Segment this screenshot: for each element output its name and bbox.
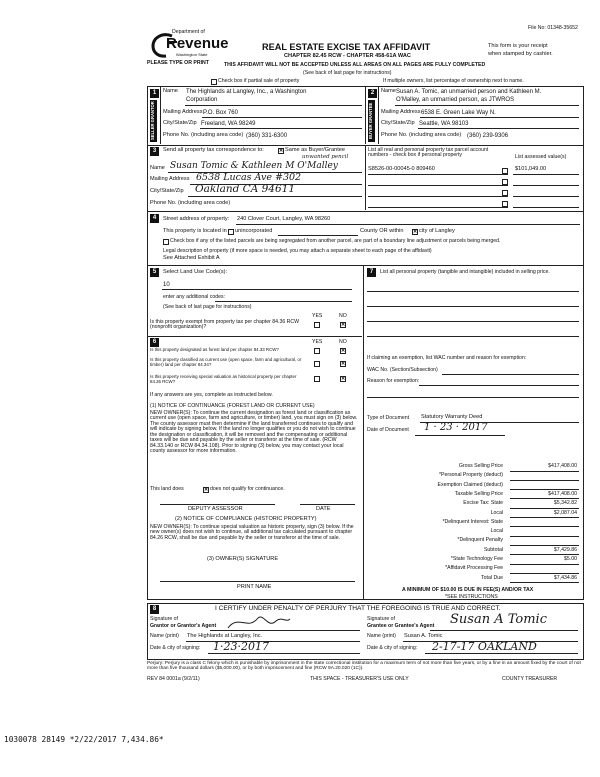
parcel-value: $101,049.00: [515, 166, 547, 172]
land-does-label: This land does: [150, 486, 184, 492]
same-as-buyer-checkbox[interactable]: ✕: [279, 148, 284, 154]
calc-value: $417,408.00: [548, 490, 577, 497]
seller-city-label: City/State/Zip: [163, 120, 197, 126]
exempt-question: Is this property exempt from property tax per chapter 84.36 RCW (nonprofit organization)?: [150, 319, 300, 331]
seller-side-label: SELLER GRANTOR: [150, 101, 155, 141]
doc-type-label: Type of Document: [367, 415, 410, 421]
treasurer-only: THIS SPACE - TREASURER'S USE ONLY: [310, 676, 409, 682]
buyer-side-label: BUYER GRANTEE: [368, 100, 375, 142]
buyer-phone: (360) 239-9306: [467, 133, 509, 139]
grantor-name: The Highlands at Langley, Inc.: [187, 633, 263, 639]
tax-mailing-handwritten: 6538 Lucas Ave #302: [196, 172, 302, 183]
calc-value: $5.00: [564, 556, 577, 562]
unwanted-note: unwanted pencil: [302, 154, 349, 160]
section-2-number: 2: [368, 89, 377, 98]
segregated-label: Check box if any of the listed parcels are being segregated from another parcel, are part of a boundary line adjustment or parcels being merged.: [170, 238, 501, 244]
section-8-number: 8: [150, 605, 159, 614]
calc-label: Excise Tax: State: [463, 500, 503, 507]
partial-sale-label: Check box if partial sale of property: [218, 78, 300, 84]
grantor-date-label: Date & city of signing:: [150, 645, 201, 651]
segregated-checkbox[interactable]: [163, 239, 169, 245]
calc-value: $2,087.04: [553, 509, 577, 516]
street-label: Street address of property:: [163, 216, 230, 222]
grantee-date-handwritten: 2-17-17 OAKLAND: [432, 640, 537, 653]
exempt-yes-header: YES: [312, 313, 323, 319]
parcels-header: List all real and personal property tax parcel account numbers - check box if personal property: [368, 147, 489, 159]
tax-name-label: Name: [150, 165, 165, 171]
calc-value: $417,408.00: [548, 463, 577, 469]
chapters: CHAPTER 82.45 RCW - CHAPTER 458-61A WAC: [284, 53, 411, 59]
tax-phone-label: Phone No. (including area code): [150, 200, 231, 206]
receipt-line2: when stamped by cashier.: [488, 51, 553, 57]
seller-name-label: Name: [163, 88, 178, 94]
wac-label: WAC No. (Section/Subsection): [367, 367, 438, 373]
forest-yes-checkbox[interactable]: [314, 348, 320, 354]
calc-label: *Delinquent Penalty: [457, 537, 503, 544]
exempt-yes-checkbox[interactable]: [314, 322, 320, 328]
buyer-name-1: Susan A. Tomic, an unmarried person and Kathleen M.: [396, 89, 542, 95]
grantor-date-handwritten: 1·23·2017: [213, 640, 269, 653]
calc-label: Subtotal: [483, 546, 503, 553]
multiple-owners-note: If multiple owners, list percentage of ownership next to name.: [383, 78, 524, 84]
exempt-no-checkbox[interactable]: ✕: [341, 322, 346, 328]
exempt-no-header: NO: [339, 313, 347, 319]
notice-1-text: NEW OWNER(S): To continue the current designation as forest land or classification as current use (open space, farm and agriculture, or timber) land, you must sign on (3) below. The county assessor must then determine if the land transferred continues to qualify and will indicate by signing below. If the land no longer qualifies or you do not wish to continue the designation or classification, it will be removed and the compensating or additional taxes will be due and payable by the seller or transferor at the time of sale. (RCW 84.33.140 or RCW 84.34.108). Prior to signing (3) below, you may contact your local county assessor for more information.: [150, 410, 358, 455]
parcel-4-checkbox[interactable]: [502, 201, 508, 207]
exemption-question: If claiming an exemption, list WAC number and reason for exemption:: [367, 355, 527, 361]
grantee-name-label: Name (print): [367, 633, 396, 639]
file-number: File No: 01348-35652: [528, 25, 578, 31]
forest-no-checkbox[interactable]: ✕: [341, 348, 346, 354]
land-use-see-back: (See back of last page for instructions): [163, 304, 252, 310]
not-accepted: THIS AFFIDAVIT WILL NOT BE ACCEPTED UNLESS ALL AREAS ON ALL PAGES ARE FULLY COMPLETED: [224, 62, 486, 68]
personal-property-label: List all personal property (tangible and intangible) included in selling price.: [380, 269, 550, 275]
if-yes-note: If any answers are yes, complete as instructed below.: [150, 392, 273, 398]
calc-label: *State Technology Fee: [450, 556, 503, 562]
historic-question: Is this property receiving special valuation as historical property per chapter 84.26 RCW?: [150, 374, 297, 384]
parcel-account: S8526-00-00045-0 809460: [368, 166, 435, 172]
section-7-number: 7: [367, 268, 376, 277]
q-no-header: NO: [339, 339, 347, 345]
seller-phone: (360) 331-6300: [246, 133, 288, 139]
section-4-number: 4: [150, 214, 159, 223]
print-note: PLEASE TYPE OR PRINT: [147, 60, 209, 66]
city-label: city of Langley: [419, 228, 455, 234]
exhibit-note: See Attached Exhibit A: [163, 255, 220, 261]
city-checkbox[interactable]: ✕: [413, 229, 418, 235]
calc-label: Local: [490, 509, 503, 516]
buyer-city: Seattle, WA 98103: [419, 121, 469, 127]
dept-state: Washington State: [176, 52, 208, 57]
doc-date-handwritten: 1 · 23 · 2017: [424, 422, 488, 433]
land-use-value: 10: [163, 282, 170, 288]
notice-2-title: (2) NOTICE OF COMPLIANCE (HISTORIC PROPERTY): [175, 516, 317, 522]
county-treasurer: COUNTY TREASURER: [502, 676, 558, 682]
tax-name-handwritten: Susan Tomic & Kathleen M O'Malley: [170, 161, 338, 171]
see-instructions-note: *SEE INSTRUCTIONS: [445, 594, 498, 600]
section-1-number: 1: [150, 89, 159, 98]
minimum-due-note: A MINIMUM OF $10.00 IS DUE IN FEE(S) AND/OR TAX: [402, 587, 534, 593]
partial-sale-checkbox[interactable]: [211, 79, 217, 85]
calc-label: Exemption Claimed (deduct): [437, 481, 503, 488]
calc-label: *Affidavit Processing Fee: [445, 565, 503, 572]
calc-value: $7,429.86: [553, 546, 577, 553]
perjury-note: Perjury: Perjury is a class C felony which is punishable by imprisonment in the state correctional institution for a maximum term of not more than five years, or by a fine in an amount fixed by the court of not more than five thousand dollars ($5,000.00), or by both imprisonment and fine (RCW 9A.20.020 (1C)).: [147, 661, 581, 672]
print-name-label: PRINT NAME: [237, 584, 272, 590]
parcel-2-checkbox[interactable]: [502, 179, 508, 185]
assessed-value-header: List assessed value(s): [515, 154, 567, 160]
current-use-question: Is this property classified as current use (open space, farm and agricultural, or timber) land per chapter 84.34?: [150, 357, 302, 367]
legal-desc-label: Legal description of property (if more space is needed, you may attach a separate sheet to each page of the affidavit): [163, 248, 432, 254]
buyer-phone-label: Phone No. (including area code): [381, 132, 462, 138]
form-number: REV 84 0001a (9/2/11): [147, 676, 200, 682]
same-as-buyer-label: Same as Buyer/Grantee: [285, 147, 346, 153]
see-back: (See back of last page for instructions): [303, 70, 392, 76]
calc-value: $7,434.86: [553, 574, 577, 581]
grantee-sig-label-1: Signature of: [367, 616, 395, 622]
tax-city-handwritten: Oakland CA 94611: [195, 183, 296, 195]
grantor-name-label: Name (print): [150, 633, 179, 639]
unincorporated-checkbox[interactable]: [228, 229, 234, 235]
notice-2-text: NEW OWNER(S): To continue special valuation as historic property, sign (3) below. If the new owner(s) does not wish to continue, all additional tax calculated pursuant to chapter 84.26 RCW, shall be due and payable by the seller or transferor at the time of sale.: [150, 524, 354, 541]
dept-name: Revenue: [166, 35, 229, 52]
grantor-sig-label-1: Signature of: [150, 616, 178, 622]
current-use-yes-checkbox[interactable]: [314, 361, 320, 367]
grantee-name: Susan A. Tomic: [404, 633, 443, 639]
seller-mailing: P.O. Box 760: [203, 110, 238, 116]
unincorporated-label: unincorporated: [235, 228, 273, 234]
tax-mailing-label: Mailing Address: [150, 176, 190, 182]
seller-name-2: Corporation: [186, 97, 218, 103]
recording-stamp: 1030078 28149 *2/22/2017 7,434.86*: [4, 735, 164, 744]
grantee-date-label: Date & city of signing:: [367, 645, 418, 651]
doc-type-value: Statutory Warranty Deed: [421, 414, 483, 420]
grantee-signature: Susan A Tomic: [450, 612, 547, 627]
land-use-label: Select Land Use Code(s):: [163, 269, 228, 275]
grantor-sig-label-2: Grantor or Grantor's Agent: [150, 623, 217, 629]
q-yes-header: YES: [312, 339, 323, 345]
calc-label: *Personal Property (deduct): [438, 472, 503, 479]
notice-1-title: (1) NOTICE OF CONTINUANCE (FOREST LAND OR CURRENT USE): [150, 403, 315, 409]
tax-city-label: City/State/Zip: [150, 188, 184, 194]
deputy-assessor-label: DEPUTY ASSESSOR: [188, 506, 243, 512]
buyer-name-label: Name: [381, 88, 396, 94]
buyer-mailing-label: Mailing Address: [381, 109, 421, 115]
buyer-mailing: 6538 E. Green Lake Way N.: [421, 110, 496, 116]
owner-signature-label: (3) OWNER(S) SIGNATURE: [207, 556, 279, 562]
parcel-3-checkbox[interactable]: [502, 190, 508, 196]
current-use-no-checkbox[interactable]: ✕: [341, 361, 346, 367]
seller-city: Freeland, WA 98249: [201, 121, 256, 127]
receipt-line1: This form is your receipt: [488, 43, 548, 49]
grantee-sig-label-2: Grantee or Grantee's Agent: [367, 623, 435, 629]
grantor-signature: [224, 611, 294, 633]
street-address: 240 Clover Court, Langley, WA 98260: [237, 216, 331, 222]
located-in-label: This property is located in: [163, 228, 227, 234]
county-or-within-label: County OR within: [360, 228, 404, 234]
section-6-number: 6: [150, 338, 159, 347]
certify-statement: I CERTIFY UNDER PENALTY OF PERJURY THAT THE FOREGOING IS TRUE AND CORRECT.: [215, 605, 501, 612]
deputy-date-label: DATE: [316, 506, 331, 512]
form-title: REAL ESTATE EXCISE TAX AFFIDAVIT: [262, 42, 431, 52]
parcel-1-checkbox[interactable]: [502, 168, 508, 174]
seller-name-1: The Highlands at Langley, Inc., a Washington: [186, 89, 307, 95]
calc-label: *Delinquent Interest: State: [442, 518, 503, 525]
calc-label: Total Due: [481, 574, 503, 581]
calc-value: $5,342.82: [553, 500, 577, 507]
section-3-number: 3: [150, 147, 159, 156]
buyer-name-2: O'Malley, an unmarried person, as JTWROS: [396, 97, 515, 103]
seller-mailing-label: Mailing Address: [163, 109, 203, 115]
seller-phone-label: Phone No. (including area code): [163, 132, 244, 138]
historic-no-checkbox[interactable]: ✕: [341, 376, 346, 382]
calc-label: Gross Selling Price: [458, 463, 503, 469]
calc-label: Local: [490, 528, 503, 535]
does-not-checkbox[interactable]: ✕: [204, 487, 209, 493]
reason-label: Reason for exemption:: [367, 378, 420, 384]
send-tax-label: Send all property tax correspondence to:: [163, 147, 264, 153]
doc-date-label: Date of Document: [367, 427, 409, 433]
forest-question: Is this property designated as forest land per chapter 84.33 RCW?: [150, 347, 279, 352]
dept-top: Department of: [172, 29, 205, 35]
does-not-label: does not qualify for continuance.: [210, 486, 285, 492]
section-5-number: 5: [150, 268, 159, 277]
buyer-city-label: City/State/Zip: [381, 120, 415, 126]
additional-codes-label: enter any additional codes:: [163, 294, 226, 300]
historic-yes-checkbox[interactable]: [314, 376, 320, 382]
calc-label: Taxable Selling Price: [454, 490, 503, 497]
